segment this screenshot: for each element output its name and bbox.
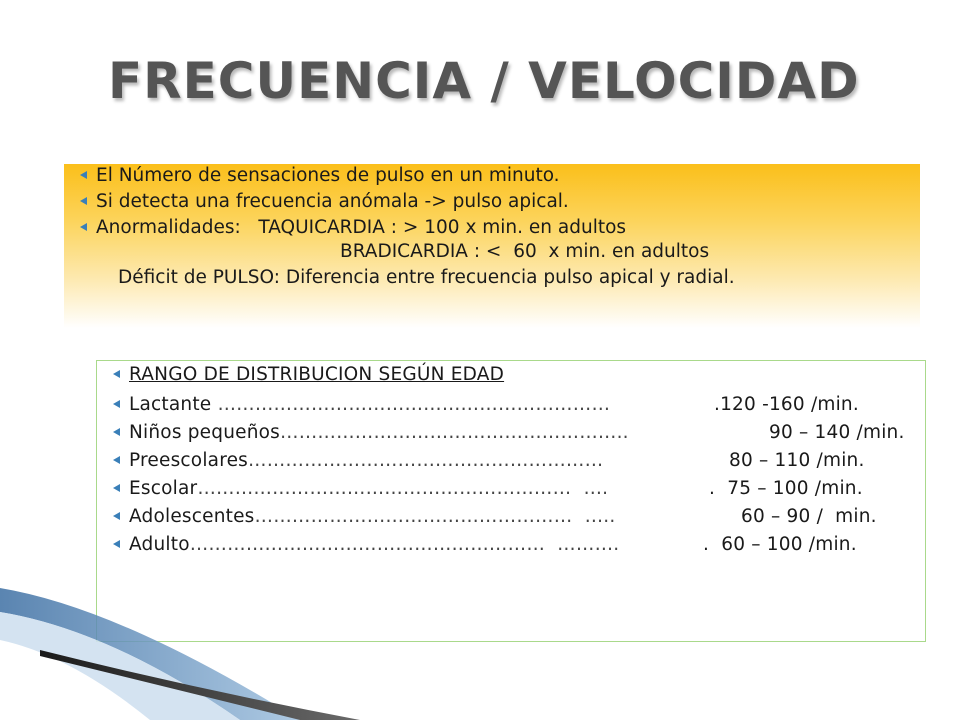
list-item <box>113 393 610 417</box>
definition-line-4: BRADICARDIA : < 60 x min. en adultos <box>340 241 710 262</box>
range-label: Adulto <box>129 534 190 555</box>
decorative-swoosh-icon <box>0 560 360 720</box>
range-value: . 75 – 100 /min. <box>709 478 863 499</box>
range-label: Adolescentes <box>129 506 255 527</box>
list-item <box>113 505 615 529</box>
range-heading <box>113 363 504 387</box>
range-label: Preescolares <box>129 450 249 471</box>
list-item <box>113 533 619 557</box>
list-item <box>113 477 608 501</box>
definition-line-3 <box>80 216 626 240</box>
definition-text: Anormalidades: TAQUICARDIA : > 100 x min. en adultos <box>96 217 627 238</box>
list-item <box>113 449 603 473</box>
arrow-bullet-icon <box>80 171 87 179</box>
arrow-bullet-icon <box>113 484 120 492</box>
range-dots: ………………………………………………… <box>248 450 604 471</box>
range-dots: …………………………………………… ….. <box>254 506 616 527</box>
arrow-bullet-icon <box>80 197 87 205</box>
arrow-bullet-icon <box>113 540 120 548</box>
definition-line-2 <box>80 190 569 214</box>
range-value: . 60 – 100 /min. <box>703 534 857 555</box>
definition-line-5: Déficit de PULSO: Diferencia entre frecuencia pulso apical y radial. <box>118 267 735 288</box>
range-dots: ……………………………………………………… <box>211 394 611 415</box>
range-value: 90 – 140 /min. <box>769 422 905 443</box>
range-dots: …………………………………………………… …. <box>197 478 609 499</box>
arrow-bullet-icon <box>113 400 120 408</box>
arrow-bullet-icon <box>113 428 120 436</box>
page-title: FRECUENCIA / VELOCIDAD <box>108 52 860 110</box>
range-value: 80 – 110 /min. <box>729 450 865 471</box>
range-value: .120 -160 /min. <box>714 394 859 415</box>
arrow-bullet-icon <box>113 512 120 520</box>
range-label: Niños pequeños <box>129 422 280 443</box>
definition-line-1 <box>80 164 560 188</box>
range-dots: ………………………………………………… ………. <box>189 534 620 555</box>
range-label: Escolar <box>129 478 198 499</box>
range-label: Lactante <box>129 394 212 415</box>
range-heading-text: RANGO DE DISTRIBUCION SEGÚN EDAD <box>129 364 505 385</box>
range-dots: ……………………………………………….. <box>280 422 629 443</box>
arrow-bullet-icon <box>80 223 87 231</box>
range-value: 60 – 90 / min. <box>741 506 877 527</box>
arrow-bullet-icon <box>113 456 120 464</box>
definition-text: El Número de sensaciones de pulso en un minuto. <box>96 165 560 186</box>
definition-text: Si detecta una frecuencia anómala -> pulso apical. <box>96 191 569 212</box>
definition-box <box>64 164 920 328</box>
arrow-bullet-icon <box>113 370 120 378</box>
list-item <box>113 421 629 445</box>
